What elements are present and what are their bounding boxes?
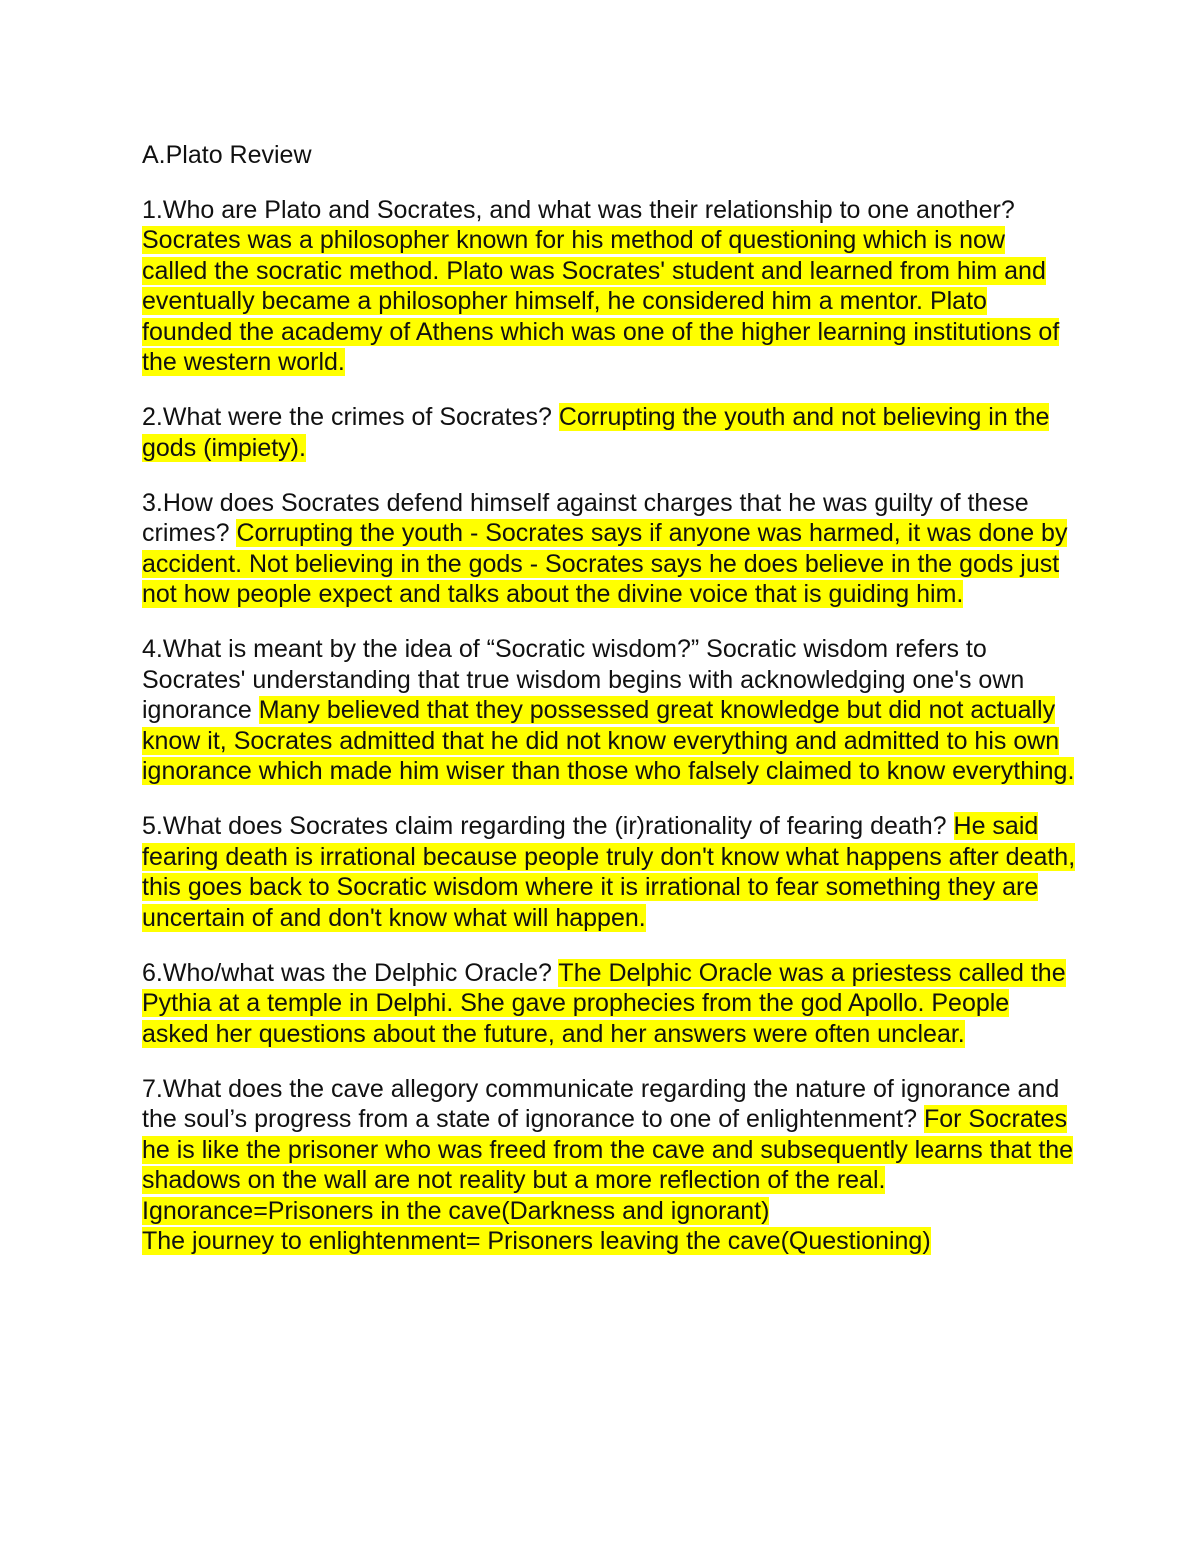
question-6: 6.Who/what was the Delphic Oracle? [142,958,552,987]
answer-2: Corrupting the youth and not believing in the gods (impiety). [142,403,1050,462]
question-3: 3.How does Socrates defend himself against charges that he was guilty of these crimes? [142,488,1029,547]
plain-answer-4: Socratic wisdom refers to Socrates' understanding that true wisdom begins with acknowledging one's own ignorance [142,635,1025,724]
review-document [142,140,1077,1257]
question-5: 5.What does Socrates claim regarding the (ir)rationality of fearing death? [142,812,947,840]
qa-item-2 [142,402,1077,463]
qa-item-3 [142,488,1077,610]
answer-1: Socrates was a philosopher known for his method of questioning which is now called the socratic method. Plato was Socrates' student and learned from him and eventually became a philosopher himself, he considered him a mentor. Plato founded the academy of Athens which was one of the higher learning institutions of the western world. [142,226,1060,376]
question-2: 2.What were the crimes of Socrates? [142,403,552,431]
question-1: 1.Who are Plato and Socrates, and what was their relationship to one another? [142,195,1015,224]
answer-4: Many believed that they possessed great knowledge but did not actually know it, Socrates admitted that he did not know everything and admitted to his own ignorance which made him wiser than those who falsely claimed to know everything. [142,696,1075,785]
qa-item-5 [142,811,1077,933]
qa-item-7 [142,1074,1077,1257]
cave-note-ignorance: Ignorance=Prisoners in the cave(Darkness and ignorant) [142,1196,770,1225]
qa-item-4 [142,634,1077,787]
document-title: A.Plato Review [142,141,312,169]
answer-5: He said fearing death is irrational because people truly don't know what happens after death, this goes back to Socratic wisdom where it is irrational to fear something they are uncertain of and don't know what will happen. [142,812,1076,932]
cave-note-enlightenment: The journey to enlightenment= Prisoners leaving the cave(Questioning) [142,1227,931,1255]
qa-item-1 [142,195,1077,378]
question-7: 7.What does the cave allegory communicate regarding the nature of ignorance and the soul’s progress from a state of ignorance to one of enlightenment? [142,1074,1060,1133]
qa-item-6 [142,958,1077,1050]
answer-7: For Socrates he is like the prisoner who was freed from the cave and subsequently learns that the shadows on the wall are not reality but a more reflection of the real. [142,1105,1074,1194]
answer-3: Corrupting the youth - Socrates says if anyone was harmed, it was done by accident. Not believing in the gods - Socrates says he does believe in the gods just not how people expect and talks about the divine voice that is guiding him. [142,519,1068,608]
question-4: 4.What is meant by the idea of “Socratic wisdom?” [142,635,700,663]
answer-6: The Delphic Oracle was a priestess called the Pythia at a temple in Delphi. She gave prophecies from the god Apollo. People asked her questions about the future, and her answers were often unclear. [142,958,1066,1048]
